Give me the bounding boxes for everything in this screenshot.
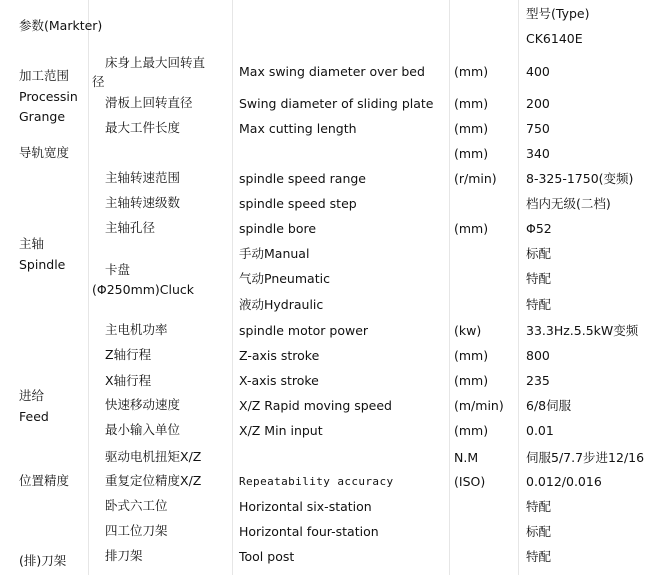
group-feed-en: Feed	[19, 409, 49, 424]
row-unit: (ISO)	[454, 474, 486, 489]
chuck-label-en: (Φ250mm)Cluck	[92, 282, 195, 297]
row-label-en: X/Z Min input	[239, 423, 323, 438]
row-value: 特配	[526, 271, 552, 286]
row-value: 8-325-1750(变频)	[526, 171, 634, 186]
row-value: 750	[526, 121, 550, 136]
row-value: 标配	[526, 524, 552, 539]
row-label-en: Repeatability accuracy	[239, 475, 394, 488]
row-unit: (mm)	[454, 423, 489, 438]
row-value: 特配	[526, 549, 552, 564]
row-label-en: Z-axis stroke	[239, 348, 320, 363]
chuck-label-cn: 卡盘	[105, 262, 131, 277]
row-value: 33.3Hz.5.5kW变频	[526, 323, 639, 338]
group-position-accuracy: 位置精度	[19, 473, 70, 488]
row-label-cn: 主轴转速范围	[105, 170, 181, 185]
group-machining-range-cn: 加工范围	[19, 68, 70, 83]
row-unit: N.M	[454, 450, 479, 465]
row-label-en: X/Z Rapid moving speed	[239, 398, 392, 413]
row-unit: (m/min)	[454, 398, 504, 413]
row-unit: (mm)	[454, 121, 489, 136]
row-label-cn: 快速移动速度	[105, 397, 181, 412]
row-label-en: Max swing diameter over bed	[239, 64, 425, 79]
row-value: 伺服5/7.7步进12/16	[526, 450, 645, 465]
row-label-cn: 床身上最大回转直	[105, 55, 206, 70]
type-label: 型号(Type)	[526, 6, 590, 21]
row-value: 0.01	[526, 423, 554, 438]
row-value: 特配	[526, 297, 552, 312]
row-unit: (mm)	[454, 146, 489, 161]
row-label-cn: 主轴转速级数	[105, 195, 181, 210]
row-label-en: 气动Pneumatic	[239, 271, 330, 286]
group-machining-range-en: Processin	[19, 89, 78, 104]
row-label-cn: 重复定位精度X/Z	[105, 473, 202, 488]
row-label-en: spindle speed step	[239, 196, 357, 211]
group-machining-range-en: Grange	[19, 109, 66, 124]
row-unit: (mm)	[454, 348, 489, 363]
row-label-en: Swing diameter of sliding plate	[239, 96, 434, 111]
row-label-cn: 卧式六工位	[105, 498, 168, 513]
row-label-en: Horizontal four-station	[239, 524, 379, 539]
row-unit: (kw)	[454, 323, 482, 338]
divider	[449, 0, 450, 575]
params-label: 参数(Markter)	[19, 18, 103, 33]
row-label-en: 液动Hydraulic	[239, 297, 324, 312]
row-label-en: X-axis stroke	[239, 373, 319, 388]
group-spindle-en: Spindle	[19, 257, 66, 272]
row-unit: (mm)	[454, 64, 489, 79]
row-label-cn: 主轴孔径	[105, 220, 156, 235]
row-label-en: spindle bore	[239, 221, 317, 236]
row-value: 0.012/0.016	[526, 474, 602, 489]
row-label-cn: 四工位刀架	[105, 523, 168, 538]
row-label-cn: 最大工件长度	[105, 120, 181, 135]
group-turret: (排)刀架	[19, 553, 67, 568]
row-label-en: 手动Manual	[239, 246, 310, 261]
row-value: 235	[526, 373, 550, 388]
row-value: 400	[526, 64, 550, 79]
row-value: 特配	[526, 499, 552, 514]
row-label-en: Tool post	[239, 549, 295, 564]
row-label-cn: 排刀架	[105, 548, 143, 563]
row-label-en: spindle motor power	[239, 323, 369, 338]
row-label-en: Horizontal six-station	[239, 499, 372, 514]
group-guide-width: 导轨宽度	[19, 145, 70, 160]
row-label-cn: 主电机功率	[105, 322, 168, 337]
row-value: 800	[526, 348, 550, 363]
row-label-cn: 最小输入单位	[105, 422, 181, 437]
row-unit: (mm)	[454, 221, 489, 236]
group-spindle-cn: 主轴	[19, 236, 45, 251]
row-unit: (mm)	[454, 373, 489, 388]
row-value: Φ52	[526, 221, 552, 236]
row-label-cn: 滑板上回转直径	[105, 95, 193, 110]
row-value: 6/8伺服	[526, 398, 572, 413]
row-label-en: spindle speed range	[239, 171, 366, 186]
row-value: 档内无级(二档)	[526, 196, 611, 211]
row-value: 200	[526, 96, 550, 111]
divider	[88, 0, 89, 575]
row-label-cn: 驱动电机扭矩X/Z	[105, 449, 202, 464]
group-feed-cn: 进给	[19, 388, 45, 403]
row-value: 标配	[526, 246, 552, 261]
row-label-cn: 径	[92, 74, 105, 89]
row-label-cn: X轴行程	[105, 373, 152, 388]
row-label-cn: Z轴行程	[105, 347, 152, 362]
row-unit: (r/min)	[454, 171, 497, 186]
divider	[232, 0, 233, 575]
row-value: 340	[526, 146, 550, 161]
divider	[518, 0, 519, 575]
model-value: CK6140E	[526, 31, 583, 46]
row-unit: (mm)	[454, 96, 489, 111]
row-label-en: Max cutting length	[239, 121, 357, 136]
